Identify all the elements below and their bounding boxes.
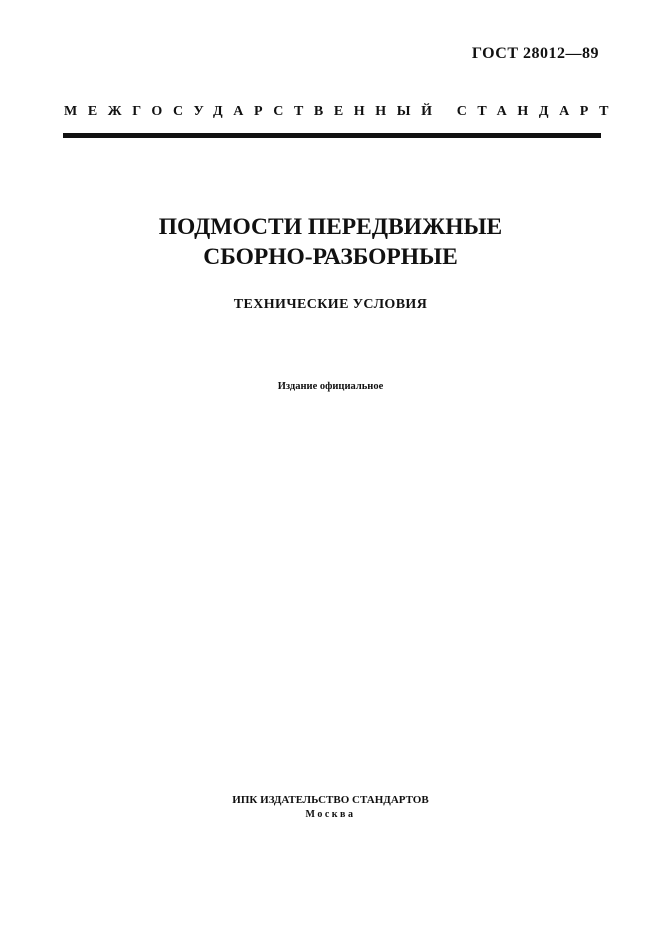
header-divider: [63, 133, 601, 138]
title-line-2: СБОРНО-РАЗБОРНЫЕ: [203, 244, 458, 270]
standard-type-heading: МЕЖГОСУДАРСТВЕННЫЙ СТАНДАРТ: [64, 104, 620, 119]
publisher-city: Москва: [305, 809, 356, 820]
publisher-name: ИПК ИЗДАТЕЛЬСТВО СТАНДАРТОВ: [232, 794, 429, 806]
title-line-1: ПОДМОСТИ ПЕРЕДВИЖНЫЕ: [158, 214, 503, 240]
document-number: ГОСТ 28012—89: [471, 45, 599, 62]
document-title: [0, 212, 661, 272]
document-subtitle: ТЕХНИЧЕСКИЕ УСЛОВИЯ: [233, 297, 428, 312]
edition-note: Издание официальное: [277, 381, 384, 392]
